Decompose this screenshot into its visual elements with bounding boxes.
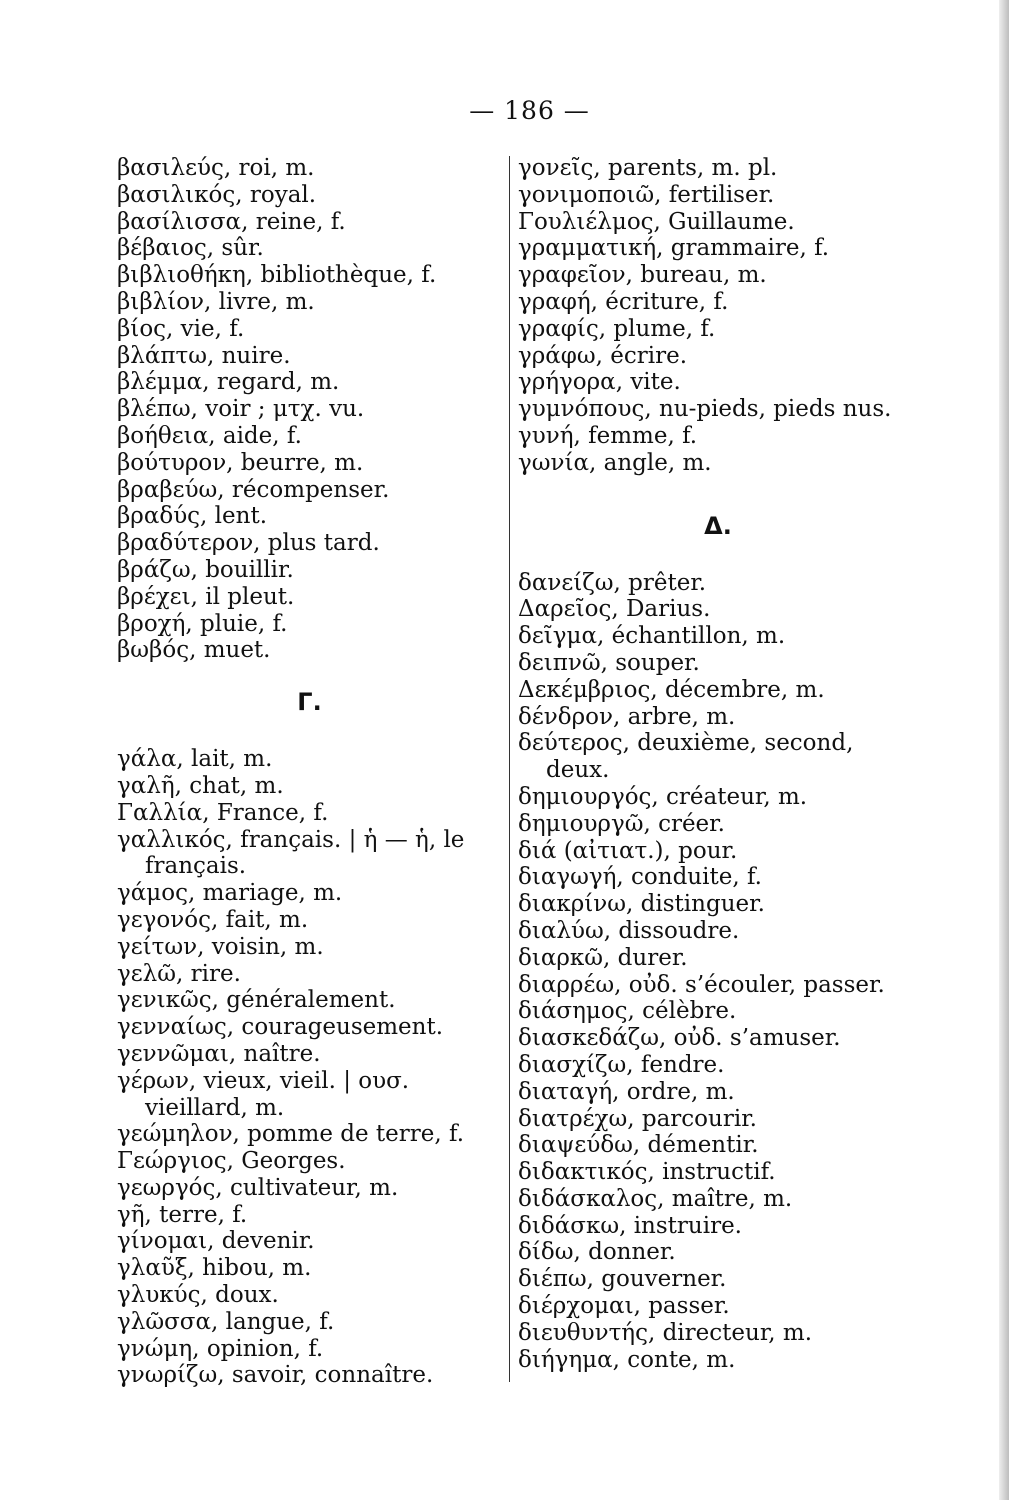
dictionary-entry: διά (αἰτιατ.), pour.: [518, 837, 738, 864]
dictionary-entry: γωνία, angle, m.: [518, 449, 712, 476]
page-edge-shadow: [999, 0, 1009, 1500]
dictionary-entry: διέρχομαι, passer.: [518, 1293, 730, 1320]
dictionary-entry: βίος, vie, f.: [117, 315, 245, 342]
dictionary-entry: γέρων, vieux, vieil. | ουσ. vieillard, m.: [117, 1067, 410, 1121]
dictionary-entry: βωβός, muet.: [117, 637, 271, 664]
dictionary-entry: δημιουργῶ, créer.: [518, 810, 725, 837]
right-entries-gamma: [518, 155, 918, 477]
dictionary-entry: δημιουργός, créateur, m.: [518, 783, 808, 810]
dictionary-entry: διασκεδάζω, οὐδ. s’amuser.: [518, 1025, 841, 1052]
dictionary-entry: γάμος, mariage, m.: [117, 880, 343, 907]
left-entries-gamma: [117, 746, 502, 1389]
right-column: [518, 155, 918, 1373]
dictionary-entry: γεννῶμαι, naître.: [117, 1040, 321, 1067]
dictionary-entry: γεώμηλον, pomme de terre, f.: [117, 1121, 465, 1148]
dictionary-entry: διήγημα, conte, m.: [518, 1346, 736, 1373]
dictionary-entry: γυμνόπους, nu-pieds, pieds nus.: [518, 396, 892, 423]
dictionary-entry: γράφω, écrire.: [518, 342, 688, 369]
dictionary-entry: γραφή, écriture, f.: [518, 288, 729, 315]
dictionary-entry: δένδρον, arbre, m.: [518, 703, 736, 730]
dictionary-entry: δεῖγμα, échantillon, m.: [518, 623, 786, 650]
dictionary-entry: Δεκέμβριος, décembre, m.: [518, 676, 825, 703]
dictionary-entry: γρήγορα, vite.: [518, 369, 681, 396]
dictionary-entry: διατρέχω, parcourir.: [518, 1105, 757, 1132]
dictionary-entry: διακρίνω, distinguer.: [518, 891, 765, 918]
dictionary-entry: διαρρέω, οὐδ. s’écouler, passer.: [518, 971, 885, 998]
dictionary-entry: βραδύς, lent.: [117, 503, 268, 530]
dictionary-entry: γλαῦξ, hibou, m.: [117, 1255, 312, 1282]
dictionary-entry: βλέπω, voir ; μτχ. vu.: [117, 396, 365, 423]
dictionary-entry: διδακτικός, instructif.: [518, 1159, 776, 1186]
dictionary-entry: διδάσκαλος, maître, m.: [518, 1185, 793, 1212]
dictionary-entry: διαψεύδω, démentir.: [518, 1132, 759, 1159]
page-number: — 186 —: [469, 96, 590, 125]
dictionary-entry: Γαλλία, France, f.: [117, 799, 329, 826]
dictionary-entry: γνωρίζω, savoir, connaître.: [117, 1362, 434, 1389]
dictionary-entry: διάσημος, célèbre.: [518, 998, 737, 1025]
dictionary-entry: δίδω, donner.: [518, 1239, 676, 1266]
dictionary-entry: διαταγή, ordre, m.: [518, 1078, 735, 1105]
dictionary-entry: διέπω, gouverner.: [518, 1266, 727, 1293]
dictionary-entry: βοήθεια, aide, f.: [117, 422, 302, 449]
dictionary-entry: διευθυντής, directeur, m.: [518, 1319, 813, 1346]
dictionary-entry: βασίλισσα, reine, f.: [117, 208, 346, 235]
dictionary-entry: βραβεύω, récompenser.: [117, 476, 390, 503]
dictionary-entry: γάλα, lait, m.: [117, 746, 273, 773]
dictionary-entry: γυνή, femme, f.: [518, 422, 698, 449]
dictionary-entry: Δαρεῖος, Darius.: [518, 596, 711, 623]
dictionary-entry: γεγονός, fait, m.: [117, 906, 309, 933]
dictionary-entry: γεωργός, cultivateur, m.: [117, 1174, 399, 1201]
dictionary-entry: γαλῆ, chat, m.: [117, 772, 284, 799]
dictionary-entry: βλέμμα, regard, m.: [117, 369, 340, 396]
dictionary-entry: βιβλίον, livre, m.: [117, 288, 315, 315]
dictionary-entry: διαλύω, dissoudre.: [518, 917, 740, 944]
dictionary-entry: γραφίς, plume, f.: [518, 315, 716, 342]
left-entries-beta: [117, 155, 502, 664]
dictionary-entry: γονεῖς, parents, m. pl.: [518, 155, 778, 181]
column-divider: [509, 156, 510, 1382]
left-column: [117, 155, 502, 1389]
dictionary-entry: βέβαιος, sûr.: [117, 235, 264, 262]
dictionary-entry: βλάπτω, nuire.: [117, 342, 291, 369]
dictionary-entry: γραφεῖον, bureau, m.: [518, 262, 767, 289]
dictionary-entry: διδάσκω, instruire.: [518, 1212, 742, 1239]
right-entries-delta: [518, 570, 918, 1374]
dictionary-entry: γαλλικός, français. | ἡ — ἡ, le français.: [117, 826, 465, 880]
dictionary-entry: γείτων, voisin, m.: [117, 933, 324, 960]
dictionary-entry: γίνομαι, devenir.: [117, 1228, 315, 1255]
dictionary-entry: διασχίζω, fendre.: [518, 1051, 725, 1078]
dictionary-entry: βιβλιοθήκη, bibliothèque, f.: [117, 262, 437, 289]
dictionary-entry: γῆ, terre, f.: [117, 1201, 248, 1228]
dictionary-entry: Γεώργιος, Georges.: [117, 1148, 346, 1175]
section-heading-gamma: Γ.: [297, 688, 322, 717]
section-heading-delta: Δ.: [704, 511, 732, 540]
dictionary-entry: διαγωγή, conduite, f.: [518, 864, 762, 891]
dictionary-entry: βραδύτερον, plus tard.: [117, 530, 380, 557]
dictionary-entry: δανείζω, prêter.: [518, 569, 707, 596]
dictionary-entry: γραμματική, grammaire, f.: [518, 235, 830, 262]
dictionary-entry: Γουλιέλμος, Guillaume.: [518, 208, 795, 235]
dictionary-entry: γλῶσσα, langue, f.: [117, 1308, 335, 1335]
dictionary-entry: γνώμη, opinion, f.: [117, 1335, 324, 1362]
dictionary-entry: γενικῶς, généralement.: [117, 987, 396, 1014]
dictionary-entry: βροχή, pluie, f.: [117, 610, 288, 637]
dictionary-entry: βρέχει, il pleut.: [117, 583, 295, 610]
dictionary-entry: γλυκύς, doux.: [117, 1282, 279, 1309]
dictionary-entry: βούτυρον, beurre, m.: [117, 449, 364, 476]
dictionary-entry: γενναίως, courageusement.: [117, 1014, 444, 1041]
dictionary-entry: γελῶ, rire.: [117, 960, 241, 987]
dictionary-entry: βράζω, bouillir.: [117, 556, 294, 583]
dictionary-entry: δειπνῶ, souper.: [518, 649, 700, 676]
dictionary-entry: βασιλεύς, roi, m.: [117, 155, 315, 181]
dictionary-entry: δεύτερος, deuxième, second, deux.: [518, 730, 854, 784]
dictionary-entry: βασιλικός, royal.: [117, 181, 317, 208]
dictionary-entry: διαρκῶ, durer.: [518, 944, 688, 971]
dictionary-entry: γονιμοποιῶ, fertiliser.: [518, 181, 775, 208]
